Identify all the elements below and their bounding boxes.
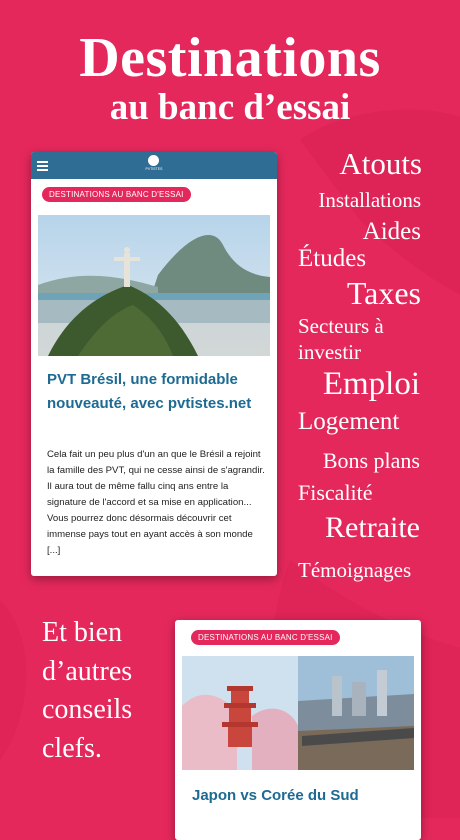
topic-item: investir xyxy=(298,340,361,364)
category-badge[interactable]: DESTINATIONS AU BANC D'ESSAI xyxy=(191,630,340,645)
article-preview-card-2 xyxy=(175,620,421,840)
topic-item: Études xyxy=(298,245,367,272)
topic-list xyxy=(280,0,460,600)
article-excerpt: Cela fait un peu plus d'un an que le Brésil a rejoint la famille des PVT, qui ne cesse ainsi de s'agrandir. Il aura tout de même fallu cinq ans entre la signature de l'accord et sa mise en application... Vous pourrez donc désormais découvrir cet immense pays tout en ayant accès à son monde [...] xyxy=(47,449,265,556)
closing-line: conseils xyxy=(42,694,133,725)
topic-item: Aides xyxy=(362,218,421,245)
closing-text xyxy=(42,614,182,768)
topic-item: Emploi xyxy=(322,366,420,402)
topic-item: Logement xyxy=(298,408,400,435)
closing-line: clefs. xyxy=(42,732,102,764)
category-badge[interactable]: DESTINATIONS AU BANC D'ESSAI xyxy=(42,187,191,202)
article-preview-card xyxy=(31,152,277,576)
logo-text: PVTISTES xyxy=(145,167,163,171)
topic-item: Retraite xyxy=(325,511,420,544)
topic-item: Installations xyxy=(318,188,421,212)
article-title[interactable]: Japon vs Corée du Sud xyxy=(192,787,359,804)
headline-subtitle: au banc d’essai xyxy=(109,87,351,128)
headline-title: Destinations xyxy=(79,27,381,89)
hamburger-menu-icon[interactable] xyxy=(37,161,48,170)
topic-item: Taxes xyxy=(346,275,421,311)
topic-item: Témoignages xyxy=(298,558,412,582)
app-bar xyxy=(31,152,277,179)
closing-line: Et bien xyxy=(42,617,123,648)
app-logo xyxy=(139,154,169,177)
topic-item: Atouts xyxy=(339,146,422,181)
article-photo-japan-korea xyxy=(182,656,414,770)
topic-item: Fiscalité xyxy=(298,480,373,505)
topic-item: Secteurs à xyxy=(298,314,384,338)
topic-item: Bons plans xyxy=(322,448,420,473)
closing-line: d’autres xyxy=(42,655,133,687)
article-title[interactable]: PVT Brésil, une formidable nouveauté, avec pvtistes.net xyxy=(47,371,252,412)
article-photo-rio xyxy=(38,215,270,356)
